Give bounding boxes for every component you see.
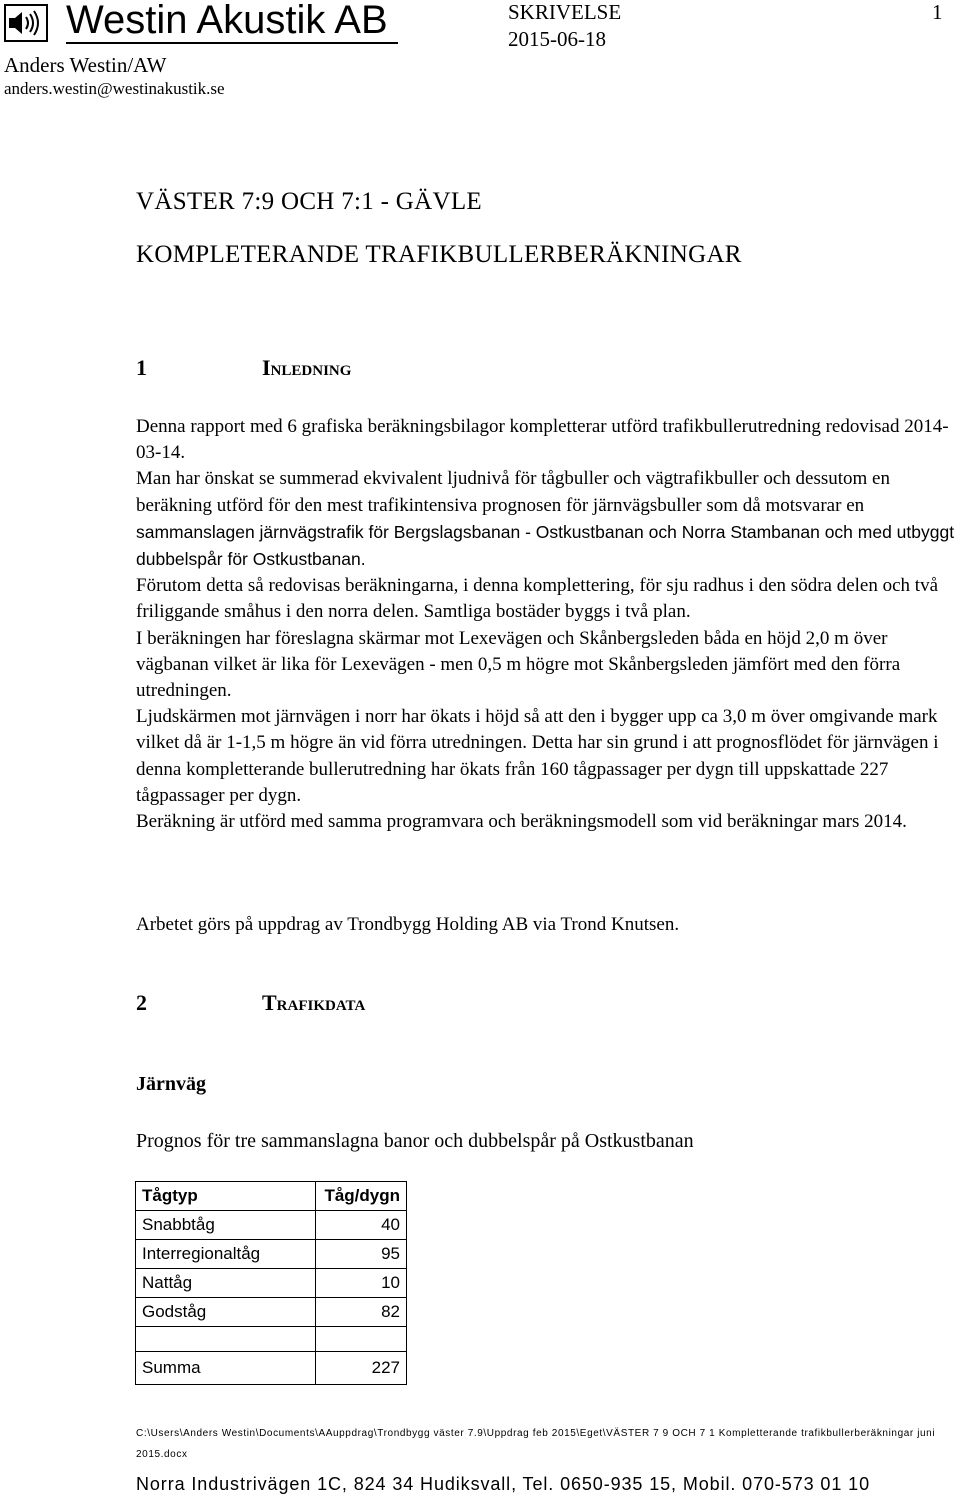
- table-cell: [136, 1327, 316, 1352]
- paragraph-part: sammanslagen järnvägstrafik för Bergslagsbanan - Ostkustbanan och Norra Stambanan och med utbyggt dubbelspår för Ostkustbanan.: [136, 521, 955, 570]
- document-title-line1: VÄSTER 7:9 OCH 7:1 - GÄVLE: [136, 188, 482, 215]
- paragraph: [136, 573, 960, 625]
- table-cell: Snabbtåg: [136, 1211, 316, 1240]
- company-logo: [4, 4, 48, 42]
- header-rule: [66, 42, 398, 44]
- paragraph-part: Ljudskärmen mot järnvägen i norr har ökats i höjd så att den i bygger upp ca 3,0 m över omgivande mark vilket då är 1-1,5 m högre än vid förra utredningen.: [136, 706, 938, 754]
- column-header: Tåg/dygn: [316, 1182, 407, 1211]
- section-heading: Inledning: [262, 355, 352, 380]
- table-cell: Summa: [136, 1352, 316, 1385]
- paragraph-part: Detta har sin grund i att prognosflödet för järnvägen i denna kompletterande bullerutredning har ökats från 160 tågpassager per dygn till uppskattade 227 tågpassager per dygn.: [136, 732, 939, 806]
- column-header: Tågtyp: [136, 1182, 316, 1211]
- commission-statement: Arbetet görs på uppdrag av Trondbygg Holding AB via Trond Knutsen.: [136, 914, 680, 935]
- table-cell: 95: [316, 1240, 407, 1269]
- section-heading: Trafikdata: [262, 990, 366, 1015]
- paragraph: Beräkning är utförd med samma programvara och beräkningsmodell som vid beräkningar mars 2014.: [136, 811, 907, 833]
- table-sum-row: [136, 1352, 407, 1385]
- author-email: anders.westin@westinakustik.se: [4, 79, 225, 98]
- table-cell: 82: [316, 1298, 407, 1327]
- table-cell: Godståg: [136, 1298, 316, 1327]
- paragraph-part: Förutom detta så redovisas beräkningarna, i denna komplettering, för sju radhus i den södra delen och två friliggande småhus i den norra delen.: [136, 575, 938, 623]
- document-type: SKRIVELSE: [508, 0, 622, 24]
- traffic-table: [135, 1181, 407, 1385]
- footer-address: Norra Industrivägen 1C, 824 34 Hudiksvall, Tel. 0650-935 15, Mobil. 070-573 01 10: [136, 1474, 870, 1494]
- table-cell: [316, 1327, 407, 1352]
- table-row-empty: [136, 1327, 407, 1352]
- file-path: C:\Users\Anders Westin\Documents\AAuppdrag\Trondbygg väster 7.9\Uppdrag feb 2015\Eget\VÄSTER 7 9 OCH 7 1 Kompletterande trafikbullerberäkningar juni 2015.docx: [136, 1428, 936, 1460]
- paragraph-part: Samtliga bostäder byggs i två plan.: [423, 601, 691, 623]
- table-cell: 40: [316, 1211, 407, 1240]
- company-name: Westin Akustik AB: [66, 0, 388, 42]
- table-caption: Prognos för tre sammanslagna banor och dubbelspår på Ostkustbanan: [136, 1130, 694, 1152]
- table-cell: Interregionaltåg: [136, 1240, 316, 1269]
- table-row: [136, 1211, 407, 1240]
- paragraph-part: Man har önskat se summerad ekvivalent ljudnivå för tågbuller och vägtrafikbuller och dessutom en beräkning utförd för den mest trafikintensiva prognosen för järnvägsbuller som då motsvarar en: [136, 468, 890, 516]
- author: Anders Westin/AW: [4, 53, 167, 77]
- paragraph: Denna rapport med 6 grafiska beräkningsbilagor kompletterar utförd trafikbullerutredning redovisad 2014-03-14.: [136, 416, 949, 464]
- paragraph: [136, 466, 960, 573]
- paragraph: I beräkningen har föreslagna skärmar mot Lexevägen och Skånbergsleden båda en höjd 2,0 m över vägbanan vilket är lika för Lexevägen - men 0,5 m högre mot Skånbergsleden jämfört med den förra utredningen.: [136, 627, 901, 702]
- speaker-waves-icon: [6, 6, 46, 40]
- section-body: [136, 414, 960, 835]
- table-cell: Nattåg: [136, 1269, 316, 1298]
- table-header-row: [136, 1182, 407, 1211]
- section-number: 2: [136, 990, 147, 1015]
- table-cell: 10: [316, 1269, 407, 1298]
- table-row: [136, 1269, 407, 1298]
- table-row: [136, 1298, 407, 1327]
- table-row: [136, 1240, 407, 1269]
- paragraph: [136, 704, 960, 809]
- document-title-line2: KOMPLETERANDE TRAFIKBULLERBERÄKNINGAR: [136, 241, 742, 268]
- subheading: Järnväg: [136, 1073, 206, 1095]
- section-number: 1: [136, 355, 147, 380]
- document-date: 2015-06-18: [508, 27, 606, 51]
- page-number: 1: [932, 0, 943, 24]
- table-cell: 227: [316, 1352, 407, 1385]
